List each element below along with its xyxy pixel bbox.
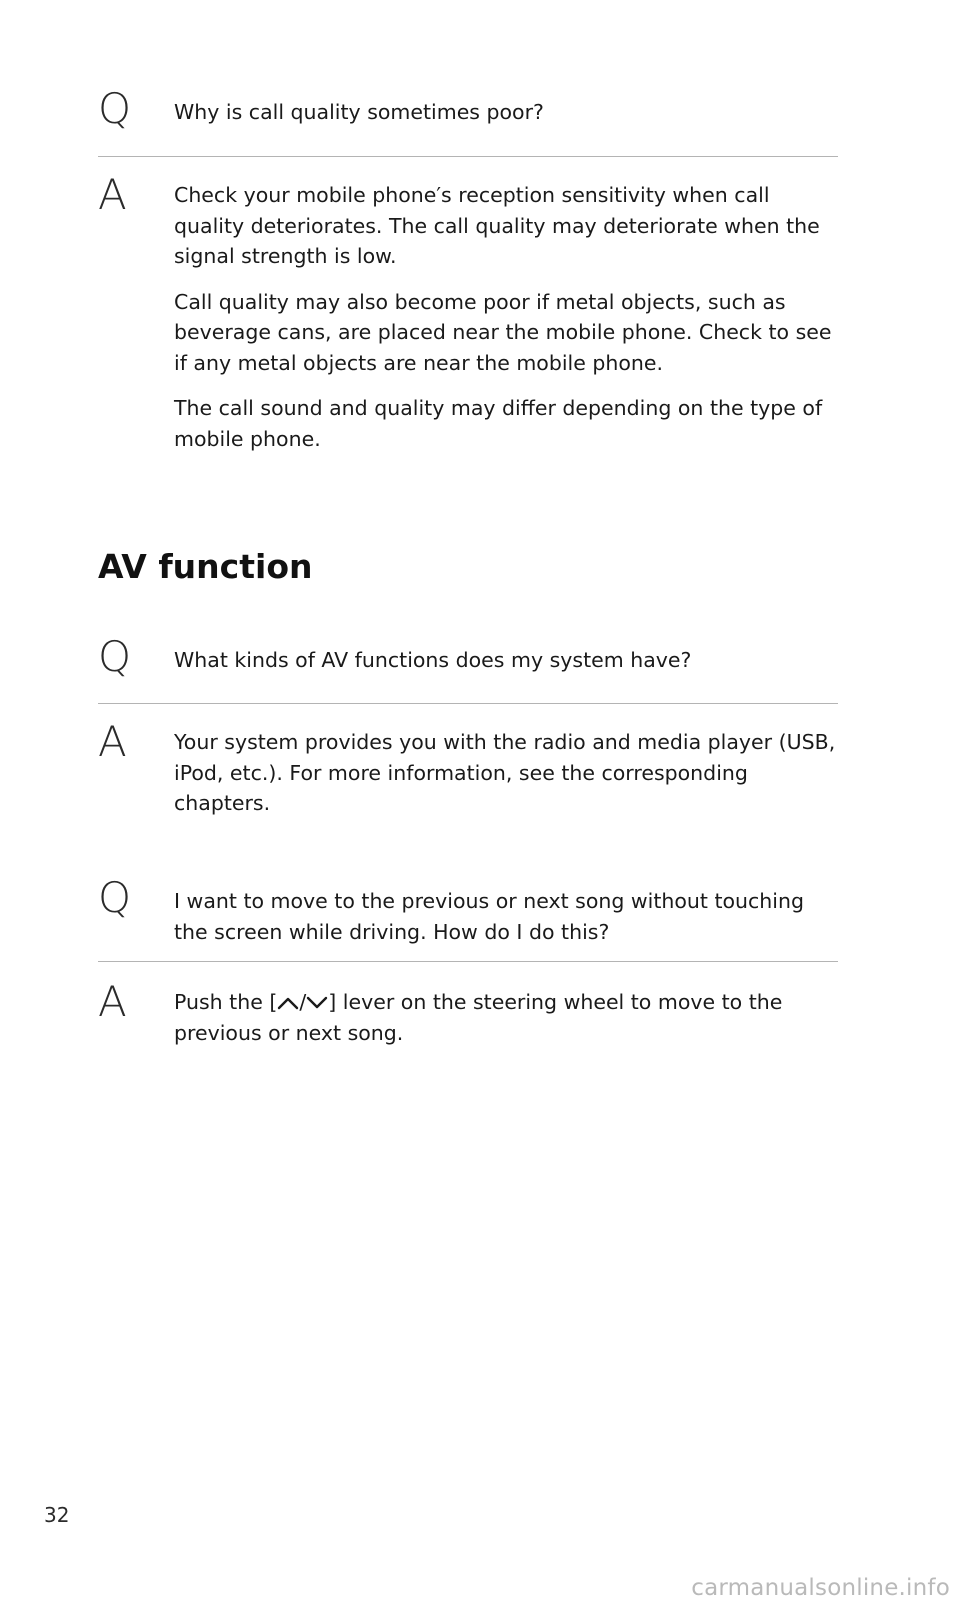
answer-prefix: Push the [ bbox=[174, 990, 278, 1014]
answer-marker: A bbox=[98, 717, 127, 766]
answer-paragraph: Check your mobile phone′s reception sensitivity when call quality deteriorates. The call quality may deteriorate when the signal strength is low. bbox=[174, 183, 820, 268]
answer-text bbox=[174, 180, 838, 469]
page-number: 32 bbox=[44, 1503, 70, 1527]
divider bbox=[98, 156, 838, 157]
question-marker: Q bbox=[98, 84, 132, 133]
question-text: Why is call quality sometimes poor? bbox=[174, 100, 544, 124]
chevron-down-icon bbox=[306, 988, 328, 1002]
answer-marker: A bbox=[98, 170, 127, 219]
question-marker: Q bbox=[98, 873, 132, 922]
question-text: I want to move to the previous or next song without touching the screen while driving. How do I do this? bbox=[174, 889, 805, 944]
answer-paragraph: Call quality may also become poor if metal objects, such as beverage cans, are placed near the mobile phone. Check to see if any metal objects are near the mobile phone. bbox=[174, 289, 832, 375]
divider bbox=[98, 703, 838, 704]
chevron-up-icon bbox=[277, 988, 299, 1002]
answer-suffix: ] lever on the steering wheel to move to the previous or next song. bbox=[174, 990, 783, 1045]
question-marker: Q bbox=[98, 632, 132, 681]
question-text: What kinds of AV functions does my system have? bbox=[174, 648, 692, 672]
divider bbox=[98, 961, 838, 962]
answer-separator: / bbox=[299, 990, 307, 1014]
answer-text: Your system provides you with the radio and media player (USB, iPod, etc.). For more information, see the corresponding chapters. bbox=[174, 730, 836, 815]
answer-marker: A bbox=[98, 977, 127, 1026]
answer-text bbox=[174, 987, 838, 1048]
section-title: AV function bbox=[98, 547, 313, 586]
watermark: carmanualsonline.info bbox=[691, 1575, 950, 1601]
answer-paragraph: The call sound and quality may differ depending on the type of mobile phone. bbox=[174, 396, 823, 451]
